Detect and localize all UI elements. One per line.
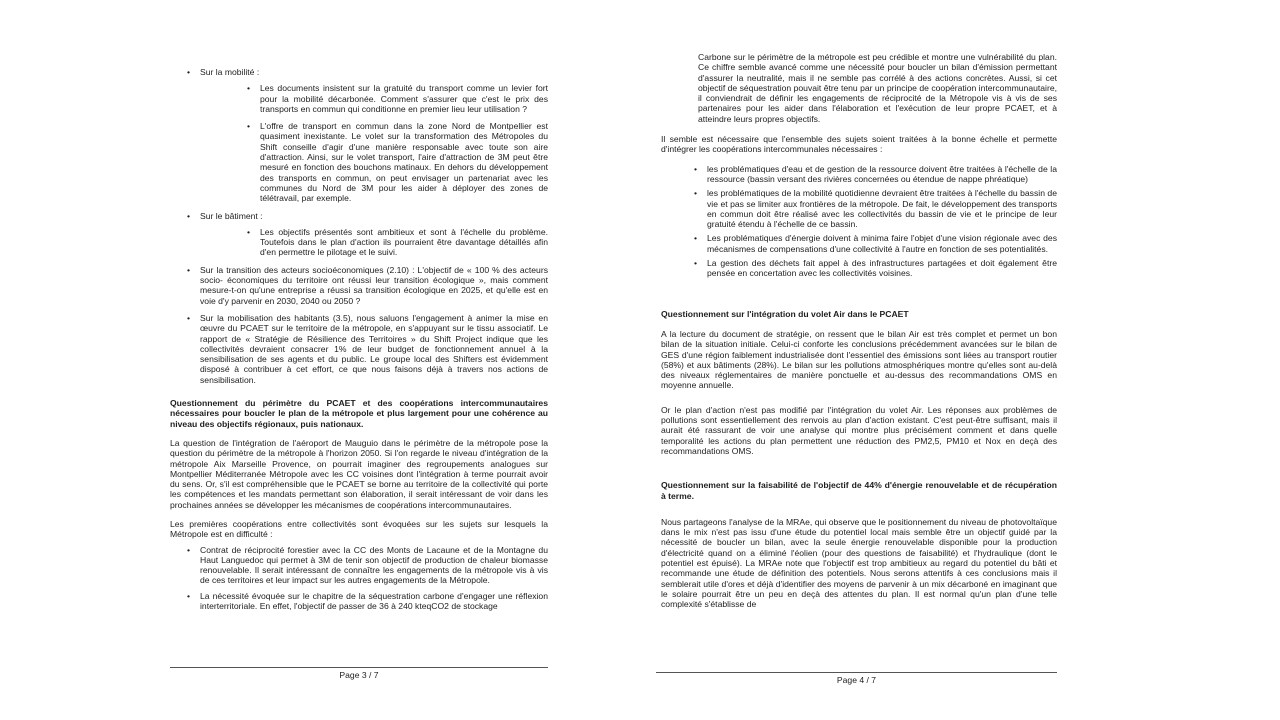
list-item-mobilisation: • Sur la mobilisation des habitants (3.5), nous saluons l'engagement à animer la mise en œuvre du PCAET sur le territoire de la métropole, en s'appuyant sur le tissu associatif. Le rapport de « Stratégie de Résilience des Territoires » du Shift Project indique que les collectivités devraient consacrer 1% de leur budget de fonctionnement annuel à la sensibilisation de ses agents et du public. Le groupe local des Shifters est évidemment disposé à contribuer à cet effort, ce que nous faisons déjà à travers nos actions de sensibilisation. — [170, 313, 548, 385]
list-item: • Les objectifs présentés sont ambitieux et sont à l'échelle du problème. Toutefois dans le plan d'action ils pourraient être davantage détaillés afin d'en permettre le pilotage et le suivi. — [170, 227, 548, 258]
page-3-content — [170, 62, 548, 611]
paragraph-enr: Nous partageons l'analyse de la MRAe, qui observe que le positionnement du niveau de photovoltaïque dans le mix n'est pas issu d'une étude du potentiel local mais semble être un objectif guidé par la nécessité de boucler un bilan, avec la seule énergie renouvelable disponible pour la production d'électricité quand on a éliminé l'éolien (pour des questions de faisabilité) et l'hydraulique (dont le potentiel est épuisé). La MRAe note que l'objectif est trop ambitieux au regard du potentiel du bâti et recommande une étude de définition des potentiels. Nous serons attentifs à ces conclusions mais il semblerait utile d'ores et déjà d'identifier des moyens de parvenir à un mix décarboné en imaginant que le solaire pourrait être un peu en deçà des attentes du plan. Il est normal qu'un plan d'une telle complexité s'établisse de — [661, 516, 1057, 610]
list-echelle — [661, 164, 1057, 279]
paragraph-air-2: Or le plan d'action n'est pas modifié par l'intégration du volet Air. Les réponses aux problèmes de pollutions sont essentiellement des renvois au plan d'action existant. C'est peut-être suffisant, mais il aurait été rassurant de voir une analyse qui montre plus précisément comment et dans quelle temporalité les actions du plan permettent une réduction des PM2,5, PM10 et Nox en deçà des recommandations OMS. — [661, 404, 1057, 456]
list-item: • Les documents insistent sur la gratuité du transport comme un levier fort pour la mobilité décarbonée. Comment s'assurer que c'est le prix des transports en commun qui conditionne en premier lieu leur utilisation ? — [170, 83, 548, 114]
page-4-content — [661, 52, 1057, 609]
page-3-footer — [170, 667, 548, 680]
section-heading-enr: Questionnement sur la faisabilité de l'objectif de 44% d'énergie renouvelable et de récupération à terme. — [661, 480, 1057, 501]
page-number: Page 4 / 7 — [836, 675, 877, 685]
page-number: Page 3 / 7 — [339, 670, 379, 680]
paragraph-echelle: Il semble est nécessaire que l'ensemble des sujets soient traitées à la bonne échelle et permette d'intégrer les coopérations intercommunales nécessaires : — [661, 134, 1057, 155]
page-4-footer — [656, 672, 1057, 685]
paragraph-mauguio: La question de l'intégration de l'aéroport de Mauguio dans le périmètre de la métropole pose la question du périmètre de la métropole à l'horizon 2050. Si l'on regarde le niveau d'intégration de la métropole Aix Marseille Provence, on pourrait imaginer des regroupements analogues sur Montpellier Méditerranée Métropole avec les CC voisines dont l'intégration à terme pourrait avoir du sens. Or, s'il est compréhensible que le PCAET se borne au territoire de la collectivité qui porte les compétences et les mandats permettant son élaboration, il serait intéressant de voir dans les prochaines années se développer les mécanismes de coopérations intercommunautaires. — [170, 437, 548, 510]
list-item: • les problématiques d'eau et de gestion de la ressource doivent être traitées à l'échelle de la ressource (bassin versant des rivières concernées ou étendue de nappe phréatique) — [661, 164, 1057, 185]
list-item: • La gestion des déchets fait appel à des infrastructures partagées et doit également être pensée en concertation avec les collectivités voisines. — [661, 258, 1057, 279]
list-item: • L'offre de transport en commun dans la zone Nord de Montpellier est quasiment inexistante. Le volet sur la transformation des Métropoles du Shift conseille d'agir d'une manière responsable avec toute son aire d'attraction. Ainsi, sur le volet transport, l'aire d'attraction de 3M peut être mesuré en fonction des bouchons matinaux. En dehors du développement des transports en commun, on peut envisager un partenariat avec les communes du Nord de 3M pour les aider à déployer des zones de télétravail, par exemple. — [170, 121, 548, 203]
list-item-transition: • Sur la transition des acteurs socioéconomiques (2.10) : L'objectif de « 100 % des acteurs socio- économiques du territoire ont réussi leur transition écologique », mais comment mesure-t-on qu'une entreprise a réussi sa transition écologique en 2025, et qu'elle est en voie d'y parvenir en 2030, 2040 ou 2050 ? — [170, 265, 548, 306]
list-item-necessite: • La nécessité évoquée sur le chapitre de la séquestration carbone d'engager une réflexion interterritoriale. En effet, l'objectif de passer de 36 à 240 kteqCO2 de stockage — [170, 591, 548, 612]
list-item-contrat: • Contrat de réciprocité forestier avec la CC des Monts de Lacaune et de la Montagne du Haut Languedoc qui permet à 3M de tenir son objectif de production de chaleur biomasse renouvelable. Il serait intéressant de connaître les engagements de la métropole vis à vis de ces territoires et leur impact sur les autres engagements de la Métropole. — [170, 545, 548, 586]
section-heading-perimetre: Questionnement du périmètre du PCAET et des coopérations intercommunautaires nécessaires pour boucler le plan de la métropole et plus largement pour une cohérence au niveau des objectifs régionaux, puis nationaux. — [170, 398, 548, 429]
paragraph-cooperations: Les premières coopérations entre collectivités sont évoquées sur les sujets sur lesquels la Métropole est en difficulté : — [170, 518, 548, 540]
paragraph-air-1: A la lecture du document de stratégie, on ressent que le bilan Air est très complet et permet un bon bilan de la situation initiale. Celui-ci conforte les conclusions précédemment avancées sur le bilan de GES d'une région faiblement industrialisée dont l'essentiel des émissions sont liées au transport routier (58%) et aux bâtiments (28%). Le bilan sur les pollutions atmosphériques montre qu'elles sont au-delà des niveaux réglementaires de manière ponctuelle et au-dessus des recommandations OMS en moyenne annuelle. — [661, 328, 1057, 391]
paragraph-carbone: Carbone sur le périmètre de la métropole est peu crédible et montre une vulnérabilité du plan. Ce chiffre semble avancé comme une nécessité pour boucler un bilan d'émission permettant d'assurer la neutralité, mais il ne semble pas corrélé à des actions concrètes. Aussi, si cet objectif de séquestration pouvait être tenu par un principe de coopération intercommunautaire, il conviendrait de définir les engagements de réciprocité de la Métropole vis à vis de ses partenaires pour les aider dans l'élaboration et l'exécution de leur propre PCAET, et à atteindre leurs propres objectifs. — [698, 52, 1057, 124]
list-item-building-title: • Sur le bâtiment : — [170, 211, 548, 221]
list-item: • les problématiques de la mobilité quotidienne devraient être traitées à l'échelle du bassin de vie et pas se limiter aux frontières de la métropole. De fait, le développement des transports en commun doit être réalisé avec les collectivités du bassin de vie et le principe de leur gratuité étendu à l'échelle de ce bassin. — [661, 188, 1057, 229]
list-item-mobility-title: • Sur la mobilité : — [170, 67, 548, 77]
list-item: • Les problématiques d'énergie doivent à minima faire l'objet d'une vision régionale avec des mécanismes de compensations d'une collectivité à l'autre en fonction de ses potentialités. — [661, 233, 1057, 254]
section-heading-air: Questionnement sur l'intégration du volet Air dans le PCAET — [661, 308, 909, 319]
